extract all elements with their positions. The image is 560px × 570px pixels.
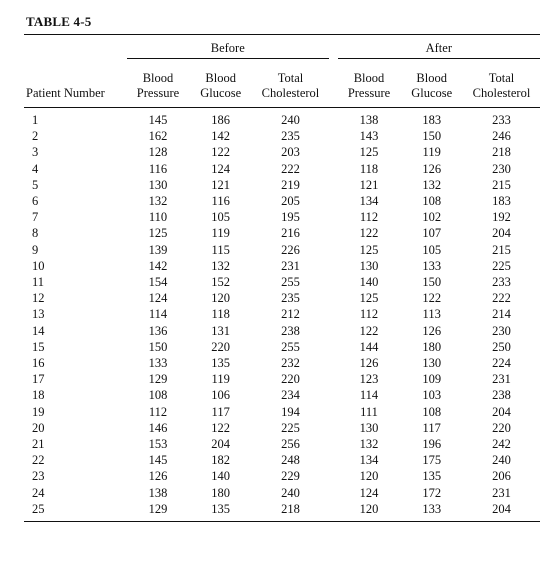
row-gap <box>329 371 338 387</box>
after-blood-glucose-cell: 132 <box>422 177 442 192</box>
before-total-cholesterol-cell: 235 <box>281 129 300 144</box>
after-blood-glucose-cell: 108 <box>422 194 442 209</box>
after-blood-pressure-cell: 112 <box>359 307 379 322</box>
after-tc-header-2: Cholesterol <box>472 86 531 100</box>
after-blood-glucose-cell: 150 <box>422 129 442 144</box>
row-gap <box>329 436 338 452</box>
row-gap <box>329 452 338 468</box>
before-blood-pressure-cell: 129 <box>148 372 168 387</box>
before-total-cholesterol-cell: 235 <box>281 291 300 306</box>
before-blood-glucose-cell: 220 <box>211 339 231 354</box>
after-total-cholesterol-cell: 230 <box>492 161 511 176</box>
header-row-1 <box>24 59 540 87</box>
before-blood-glucose-cell: 131 <box>211 323 231 338</box>
patient-number-cell: 15 <box>32 339 45 354</box>
after-blood-pressure-cell: 132 <box>359 437 379 452</box>
group-gap <box>329 35 338 59</box>
before-total-cholesterol-cell: 212 <box>281 307 300 322</box>
after-blood-pressure-cell: 143 <box>359 129 379 144</box>
after-total-cholesterol-cell: 204 <box>492 404 511 419</box>
after-blood-glucose-cell: 183 <box>422 113 442 127</box>
group-before-label: Before <box>127 35 329 59</box>
row-gap <box>329 209 338 225</box>
patient-number-cell: 14 <box>32 323 45 338</box>
before-tc-header-2: Cholesterol <box>261 86 320 100</box>
after-total-cholesterol-cell: 222 <box>492 291 511 306</box>
before-blood-glucose-cell: 120 <box>211 291 231 306</box>
after-blood-glucose-cell: 180 <box>422 339 442 354</box>
before-total-cholesterol-cell: 234 <box>281 388 300 403</box>
row-gap <box>329 128 338 144</box>
after-blood-pressure-cell: 125 <box>359 242 379 257</box>
before-blood-glucose-cell: 186 <box>211 113 231 127</box>
group-after-label: After <box>338 35 540 59</box>
after-blood-pressure-cell: 121 <box>359 177 379 192</box>
patient-number-cell: 25 <box>24 501 127 522</box>
before-total-cholesterol-cell: 255 <box>281 339 300 354</box>
table-row <box>24 290 540 306</box>
row-gap <box>329 355 338 371</box>
before-blood-pressure-cell: 116 <box>148 161 168 176</box>
before-blood-glucose-cell: 116 <box>211 194 230 209</box>
row-gap <box>329 323 338 339</box>
before-blood-glucose-cell: 124 <box>211 161 231 176</box>
patient-number-cell: 8 <box>32 226 39 241</box>
table-row <box>24 339 540 355</box>
before-blood-glucose-cell: 106 <box>211 388 231 403</box>
patient-number-cell: 23 <box>32 469 45 484</box>
patient-number-cell: 16 <box>32 356 45 371</box>
before-total-cholesterol-cell: 216 <box>281 226 300 241</box>
before-blood-glucose-cell: 204 <box>211 437 231 452</box>
after-blood-pressure-cell: 140 <box>359 275 379 290</box>
after-blood-pressure-cell: 114 <box>359 388 379 403</box>
row-gap <box>329 339 338 355</box>
before-blood-pressure-cell: 162 <box>148 129 168 144</box>
before-total-cholesterol-cell: 222 <box>281 161 300 176</box>
table-row <box>24 258 540 274</box>
table-row <box>24 371 540 387</box>
after-blood-pressure-cell: 122 <box>359 226 379 241</box>
after-blood-pressure-cell: 144 <box>359 339 379 354</box>
patient-number-cell: 22 <box>32 453 45 468</box>
after-blood-glucose-cell: 126 <box>422 161 442 176</box>
before-blood-pressure-cell: 128 <box>148 145 168 160</box>
after-blood-glucose-cell: 172 <box>422 485 442 500</box>
before-blood-glucose-cell: 152 <box>211 275 231 290</box>
row-gap <box>329 242 338 258</box>
group-header-row <box>24 35 540 59</box>
patient-number-cell: 1 <box>32 113 39 127</box>
row-gap <box>329 485 338 501</box>
patient-number-cell: 20 <box>32 420 45 435</box>
after-blood-pressure-cell: 125 <box>359 145 379 160</box>
before-total-cholesterol-cell: 225 <box>281 420 300 435</box>
before-blood-pressure-cell: 112 <box>148 404 168 419</box>
after-total-cholesterol-cell: 192 <box>492 210 511 225</box>
after-blood-glucose-cell: 113 <box>422 307 441 322</box>
after-blood-pressure-cell: 130 <box>359 258 379 273</box>
before-blood-glucose-cell: 140 <box>211 469 231 484</box>
before-blood-pressure-cell: 108 <box>148 388 168 403</box>
table-row <box>24 323 540 339</box>
after-total-cholesterol-cell: 233 <box>492 275 511 290</box>
before-total-cholesterol-cell: 238 <box>281 323 300 338</box>
after-blood-pressure-cell: 134 <box>359 194 379 209</box>
after-blood-pressure-cell: 111 <box>360 404 378 419</box>
row-gap <box>329 468 338 484</box>
after-blood-pressure-cell: 126 <box>359 356 379 371</box>
after-bp-header-1: Blood <box>353 71 385 85</box>
after-total-cholesterol-cell: 230 <box>492 323 511 338</box>
table-row <box>24 225 540 241</box>
table-row <box>24 355 540 371</box>
blank-corner-2 <box>24 59 127 87</box>
before-blood-pressure-cell: 145 <box>148 453 168 468</box>
before-blood-glucose-cell: 121 <box>211 177 231 192</box>
after-total-cholesterol-cell: 204 <box>463 501 540 522</box>
after-blood-glucose-cell: 135 <box>422 469 442 484</box>
table-row <box>24 306 540 322</box>
patient-number-cell: 21 <box>32 437 45 452</box>
before-total-cholesterol-cell: 240 <box>281 113 300 127</box>
before-blood-pressure-cell: 110 <box>148 210 168 225</box>
after-total-cholesterol-cell: 220 <box>492 420 511 435</box>
after-total-cholesterol-cell: 225 <box>492 258 511 273</box>
after-blood-pressure-cell: 125 <box>359 291 379 306</box>
table-row <box>24 452 540 468</box>
table-title: TABLE 4-5 <box>26 14 92 29</box>
before-blood-glucose-cell: 180 <box>211 485 231 500</box>
before-total-cholesterol-cell: 203 <box>281 145 300 160</box>
table-row <box>24 468 540 484</box>
patient-number-cell: 6 <box>32 194 39 209</box>
patient-number-cell: 11 <box>32 275 45 290</box>
header-row-2 <box>24 86 540 108</box>
before-total-cholesterol-cell: 256 <box>281 437 300 452</box>
patient-number-cell: 13 <box>32 307 45 322</box>
before-total-cholesterol-cell: 205 <box>281 194 300 209</box>
before-blood-pressure-cell: 142 <box>148 258 168 273</box>
before-blood-pressure-cell: 145 <box>148 113 168 127</box>
before-blood-pressure-cell: 154 <box>148 275 168 290</box>
after-blood-pressure-cell: 122 <box>359 323 379 338</box>
after-total-cholesterol-cell: 246 <box>492 129 511 144</box>
row-gap <box>329 177 338 193</box>
after-blood-glucose-cell: 107 <box>422 226 442 241</box>
before-total-cholesterol-cell: 195 <box>281 210 300 225</box>
row-gap <box>329 387 338 403</box>
row-gap <box>329 501 338 522</box>
after-blood-glucose-cell: 119 <box>422 145 441 160</box>
table-body <box>24 108 540 522</box>
after-blood-pressure-cell: 120 <box>338 501 401 522</box>
before-blood-glucose-cell: 142 <box>211 129 231 144</box>
before-total-cholesterol-cell: 194 <box>281 404 300 419</box>
before-total-cholesterol-cell: 226 <box>281 242 300 257</box>
table-row <box>24 387 540 403</box>
row-gap <box>329 290 338 306</box>
before-total-cholesterol-cell: 220 <box>281 372 300 387</box>
row-gap <box>329 225 338 241</box>
after-total-cholesterol-cell: 215 <box>492 242 511 257</box>
before-blood-pressure-cell: 126 <box>148 469 168 484</box>
before-blood-pressure-cell: 153 <box>148 437 168 452</box>
after-blood-glucose-cell: 175 <box>422 453 442 468</box>
after-blood-pressure-cell: 120 <box>359 469 379 484</box>
row-gap <box>329 193 338 209</box>
table-row <box>24 209 540 225</box>
patient-number-cell: 24 <box>32 485 45 500</box>
before-blood-glucose-cell: 105 <box>211 210 231 225</box>
before-blood-pressure-cell: 139 <box>148 242 168 257</box>
before-blood-pressure-cell: 114 <box>148 307 168 322</box>
after-blood-glucose-cell: 117 <box>422 420 441 435</box>
row-gap <box>329 258 338 274</box>
patient-number-cell: 18 <box>32 388 45 403</box>
after-blood-glucose-cell: 109 <box>422 372 442 387</box>
before-total-cholesterol-cell: 231 <box>281 258 300 273</box>
after-blood-glucose-cell: 105 <box>422 242 442 257</box>
after-bg-header-2: Glucose <box>411 86 453 100</box>
after-blood-pressure-cell: 112 <box>359 210 379 225</box>
row-gap <box>329 274 338 290</box>
after-total-cholesterol-cell: 250 <box>492 339 511 354</box>
patient-number-cell: 19 <box>32 404 45 419</box>
table-row <box>24 144 540 160</box>
table-row <box>24 274 540 290</box>
row-gap <box>329 306 338 322</box>
after-total-cholesterol-cell: 204 <box>492 226 511 241</box>
patient-number-cell: 12 <box>32 291 45 306</box>
table-row <box>24 161 540 177</box>
before-blood-pressure-cell: 136 <box>148 323 168 338</box>
table-row <box>24 501 540 522</box>
patient-number-cell: 2 <box>32 129 39 144</box>
patient-number-cell: 9 <box>32 242 39 257</box>
before-blood-pressure-cell: 132 <box>148 194 168 209</box>
after-total-cholesterol-cell: 218 <box>492 145 511 160</box>
before-total-cholesterol-cell: 248 <box>281 453 300 468</box>
table-row <box>24 485 540 501</box>
row-gap <box>329 420 338 436</box>
after-total-cholesterol-cell: 233 <box>492 113 511 127</box>
after-blood-pressure-cell: 134 <box>359 453 379 468</box>
table-row <box>24 193 540 209</box>
before-blood-glucose-cell: 117 <box>211 404 230 419</box>
after-blood-pressure-cell: 124 <box>359 485 379 500</box>
patient-number-cell: 10 <box>32 258 45 273</box>
before-total-cholesterol-cell: 240 <box>281 485 300 500</box>
patient-number-cell: 4 <box>32 161 39 176</box>
after-blood-pressure-cell: 130 <box>359 420 379 435</box>
before-blood-glucose-cell: 118 <box>211 307 230 322</box>
before-blood-pressure-cell: 133 <box>148 356 168 371</box>
table-row <box>24 436 540 452</box>
before-blood-glucose-cell: 119 <box>211 372 230 387</box>
before-blood-glucose-cell: 115 <box>211 242 230 257</box>
row-gap <box>329 108 338 129</box>
table-row <box>24 128 540 144</box>
after-blood-glucose-cell: 133 <box>400 501 463 522</box>
after-blood-glucose-cell: 196 <box>422 437 442 452</box>
after-blood-pressure-cell: 123 <box>359 372 379 387</box>
after-blood-glucose-cell: 103 <box>422 388 442 403</box>
after-blood-glucose-cell: 130 <box>422 356 442 371</box>
table-row <box>24 242 540 258</box>
before-blood-pressure-cell: 138 <box>148 485 168 500</box>
before-blood-pressure-cell: 150 <box>148 339 168 354</box>
before-blood-pressure-cell: 129 <box>127 501 190 522</box>
after-blood-pressure-cell: 138 <box>359 113 379 127</box>
after-bp-header-2: Pressure <box>347 86 391 100</box>
patient-number-cell: 17 <box>32 372 45 387</box>
after-blood-glucose-cell: 133 <box>422 258 442 273</box>
after-tc-header-1: Total <box>488 71 515 85</box>
table-row <box>24 420 540 436</box>
after-blood-glucose-cell: 150 <box>422 275 442 290</box>
before-total-cholesterol-cell: 255 <box>281 275 300 290</box>
after-blood-pressure-cell: 118 <box>359 161 379 176</box>
patient-number-header: Patient Number <box>26 86 105 100</box>
before-blood-glucose-cell: 119 <box>211 226 230 241</box>
before-blood-pressure-cell: 130 <box>148 177 168 192</box>
before-blood-pressure-cell: 146 <box>148 420 168 435</box>
before-total-cholesterol-cell: 218 <box>252 501 329 522</box>
patient-number-cell: 5 <box>32 177 39 192</box>
after-total-cholesterol-cell: 238 <box>492 388 511 403</box>
before-bg-header-1: Blood <box>205 71 236 85</box>
row-gap <box>329 144 338 160</box>
table-row <box>24 177 540 193</box>
header-gap-2 <box>329 86 338 108</box>
table-row <box>24 404 540 420</box>
before-tc-header-1: Total <box>277 71 304 85</box>
after-total-cholesterol-cell: 224 <box>492 356 511 371</box>
after-bg-header-1: Blood <box>416 71 447 85</box>
before-blood-glucose-cell: 132 <box>211 258 231 273</box>
after-blood-glucose-cell: 102 <box>422 210 442 225</box>
before-total-cholesterol-cell: 232 <box>281 356 300 371</box>
after-total-cholesterol-cell: 240 <box>492 453 511 468</box>
before-bp-header-1: Blood <box>142 71 174 85</box>
before-blood-pressure-cell: 124 <box>148 291 168 306</box>
header-gap-1 <box>329 59 338 87</box>
before-blood-glucose-cell: 135 <box>189 501 252 522</box>
after-total-cholesterol-cell: 214 <box>492 307 511 322</box>
before-total-cholesterol-cell: 219 <box>281 177 300 192</box>
after-total-cholesterol-cell: 183 <box>492 194 511 209</box>
blank-corner <box>24 35 127 59</box>
before-total-cholesterol-cell: 229 <box>281 469 300 484</box>
before-blood-glucose-cell: 122 <box>211 420 231 435</box>
after-total-cholesterol-cell: 215 <box>492 177 511 192</box>
after-total-cholesterol-cell: 231 <box>492 372 511 387</box>
data-table <box>24 34 540 522</box>
after-blood-glucose-cell: 122 <box>422 291 442 306</box>
table-row <box>24 108 540 129</box>
after-total-cholesterol-cell: 242 <box>492 437 511 452</box>
patient-number-cell: 7 <box>32 210 39 225</box>
before-bg-header-2: Glucose <box>200 86 242 100</box>
before-blood-glucose-cell: 122 <box>211 145 231 160</box>
row-gap <box>329 161 338 177</box>
after-blood-glucose-cell: 126 <box>422 323 442 338</box>
before-blood-glucose-cell: 182 <box>211 453 231 468</box>
before-blood-glucose-cell: 135 <box>211 356 231 371</box>
row-gap <box>329 404 338 420</box>
after-total-cholesterol-cell: 231 <box>492 485 511 500</box>
patient-number-cell: 3 <box>32 145 39 160</box>
after-blood-glucose-cell: 108 <box>422 404 442 419</box>
before-bp-header-2: Pressure <box>136 86 180 100</box>
before-blood-pressure-cell: 125 <box>148 226 168 241</box>
after-total-cholesterol-cell: 206 <box>492 469 511 484</box>
